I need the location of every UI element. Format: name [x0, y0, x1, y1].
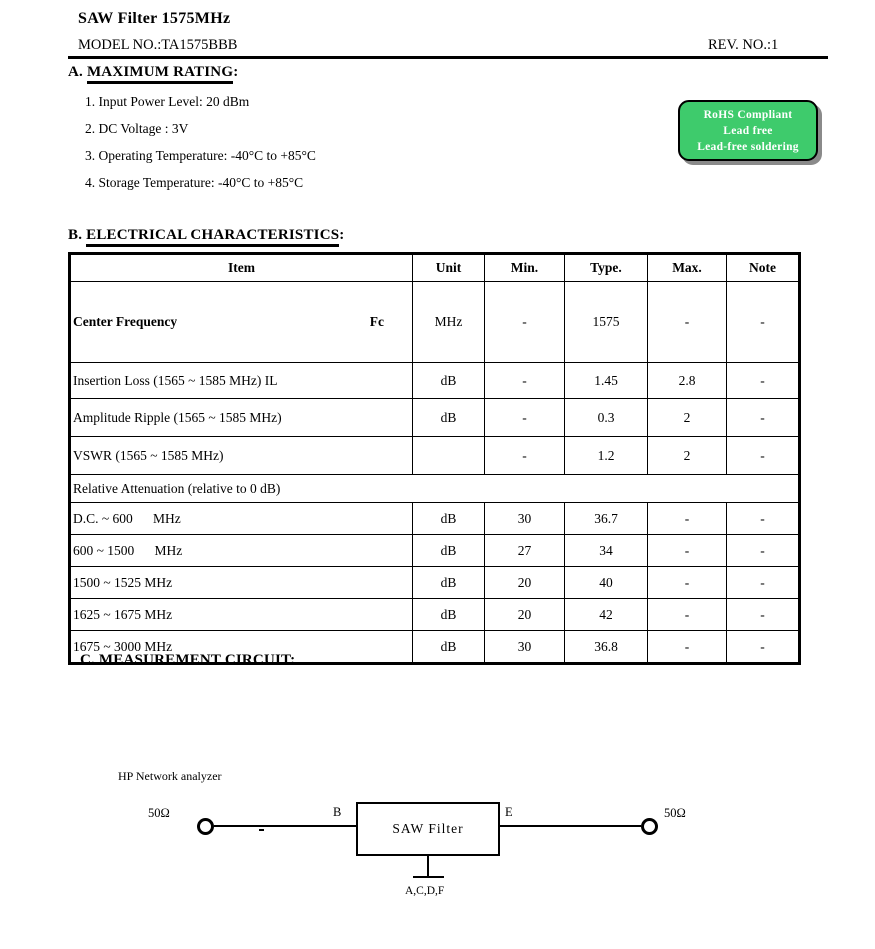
rohs-line-2: Lead free — [723, 125, 773, 137]
cell-max: - — [648, 282, 727, 363]
wire-tick-mark — [259, 829, 264, 831]
cell-item: 600 ~ 1500 MHz — [70, 535, 413, 567]
section-a-title: MAXIMUM RATING — [87, 64, 233, 84]
relative-attenuation-span: Relative Attenuation (relative to 0 dB) — [70, 475, 800, 503]
port-e-label: E — [505, 805, 513, 819]
model-number: MODEL NO.:TA1575BBB — [78, 37, 238, 53]
rohs-line-3: Lead-free soldering — [697, 141, 799, 153]
cell-max: 2 — [648, 399, 727, 437]
cell-item: 1675 ~ 3000 MHz — [70, 631, 413, 664]
revision-number: REV. NO.:1 — [708, 37, 779, 53]
cell-max: - — [648, 567, 727, 599]
right-wire — [500, 825, 641, 827]
ground-ports-label: A,C,D,F — [405, 885, 445, 897]
cell-min: 20 — [485, 599, 565, 631]
cell-note: - — [727, 363, 800, 399]
ground-stem-line — [427, 856, 429, 877]
cell-note: - — [727, 567, 800, 599]
cell-note: - — [727, 282, 800, 363]
table-row-vswr — [70, 437, 800, 475]
cell-typ: 40 — [565, 567, 648, 599]
table-row-600-1500 — [70, 535, 800, 567]
col-header-type: Type. — [565, 254, 648, 282]
table-row-1500-1525 — [70, 567, 800, 599]
cell-unit: dB — [413, 363, 485, 399]
rating-item-1: 1. Input Power Level: 20 dBm — [85, 94, 250, 109]
rating-item-2: 2. DC Voltage : 3V — [85, 121, 189, 136]
cell-item: 1500 ~ 1525 MHz — [70, 567, 413, 599]
section-a-prefix: A. — [68, 64, 87, 80]
cell-max: - — [648, 599, 727, 631]
col-header-min: Min. — [485, 254, 565, 282]
col-header-unit: Unit — [413, 254, 485, 282]
cell-unit — [413, 437, 485, 475]
cell-item: 1625 ~ 1675 MHz — [70, 599, 413, 631]
center-frequency-symbol: Fc — [369, 314, 384, 329]
right-impedance-label: 50Ω — [664, 806, 686, 820]
rating-item-3: 3. Operating Temperature: -40°C to +85°C — [85, 148, 316, 163]
cell-unit: dB — [413, 599, 485, 631]
table-header-row — [70, 254, 800, 282]
saw-filter-label: SAW Filter — [392, 821, 464, 836]
center-frequency-label: Center Frequency — [73, 314, 178, 329]
cell-typ: 1.2 — [565, 437, 648, 475]
left-impedance-label: 50Ω — [148, 806, 170, 820]
cell-typ: 34 — [565, 535, 648, 567]
cell-unit: MHz — [413, 282, 485, 363]
cell-note: - — [727, 399, 800, 437]
cell-min: 30 — [485, 503, 565, 535]
col-header-item: Item — [70, 254, 413, 282]
rohs-compliance-badge — [678, 100, 818, 161]
col-header-note: Note — [727, 254, 800, 282]
section-b-prefix: B. — [68, 227, 87, 243]
table-row-relative-attenuation — [70, 475, 800, 503]
cell-unit: dB — [413, 567, 485, 599]
ground-bar — [413, 876, 444, 878]
cell-max: 2 — [648, 437, 727, 475]
section-b-title: ELECTRICAL CHARACTERISTICS — [86, 227, 339, 247]
table-row-dc-600 — [70, 503, 800, 535]
document-title: SAW Filter 1575MHz — [78, 10, 231, 27]
cell-typ: 36.7 — [565, 503, 648, 535]
table-row-insertion-loss — [70, 363, 800, 399]
cell-item: Amplitude Ripple (1565 ~ 1585 MHz) — [70, 399, 413, 437]
cell-typ: 0.3 — [565, 399, 648, 437]
section-b-heading — [68, 227, 345, 244]
electrical-characteristics-table — [68, 252, 801, 665]
cell-min: - — [485, 282, 565, 363]
cell-note: - — [727, 535, 800, 567]
header-divider — [68, 56, 828, 59]
cell-max: - — [648, 503, 727, 535]
cell-min: 20 — [485, 567, 565, 599]
cell-min: 27 — [485, 535, 565, 567]
cell-unit: dB — [413, 535, 485, 567]
rohs-line-1: RoHS Compliant — [703, 109, 793, 121]
cell-max: - — [648, 631, 727, 664]
cell-min: - — [485, 437, 565, 475]
right-terminal-circle — [641, 818, 658, 835]
section-a-heading — [68, 64, 238, 81]
cell-unit: dB — [413, 399, 485, 437]
cell-item: D.C. ~ 600 MHz — [70, 503, 413, 535]
cell-typ: 36.8 — [565, 631, 648, 664]
cell-note: - — [727, 599, 800, 631]
cell-note: - — [727, 503, 800, 535]
cell-item: Insertion Loss (1565 ~ 1585 MHz) IL — [70, 363, 413, 399]
cell-unit: dB — [413, 631, 485, 664]
cell-min: - — [485, 363, 565, 399]
table-row-1625-1675 — [70, 599, 800, 631]
network-analyzer-label: HP Network analyzer — [118, 769, 222, 783]
cell-item: VSWR (1565 ~ 1585 MHz) — [70, 437, 413, 475]
left-wire — [214, 825, 356, 827]
cell-typ: 1575 — [565, 282, 648, 363]
table-row-center-frequency — [70, 282, 800, 363]
table-row-amplitude-ripple — [70, 399, 800, 437]
saw-filter-box — [356, 802, 500, 856]
port-b-label: B — [333, 805, 342, 819]
cell-typ: 1.45 — [565, 363, 648, 399]
cell-unit: dB — [413, 503, 485, 535]
section-b-colon: : — [339, 227, 345, 243]
cell-note: - — [727, 631, 800, 664]
cell-note: - — [727, 437, 800, 475]
cell-max: - — [648, 535, 727, 567]
cell-item — [70, 282, 413, 363]
section-c-heading: C. MEASUREMENT CIRCUIT: — [80, 652, 296, 668]
col-header-max: Max. — [648, 254, 727, 282]
cell-typ: 42 — [565, 599, 648, 631]
rating-item-4: 4. Storage Temperature: -40°C to +85°C — [85, 175, 304, 190]
left-terminal-circle — [197, 818, 214, 835]
section-a-colon: : — [233, 64, 239, 80]
cell-min: 30 — [485, 631, 565, 664]
cell-max: 2.8 — [648, 363, 727, 399]
cell-min: - — [485, 399, 565, 437]
